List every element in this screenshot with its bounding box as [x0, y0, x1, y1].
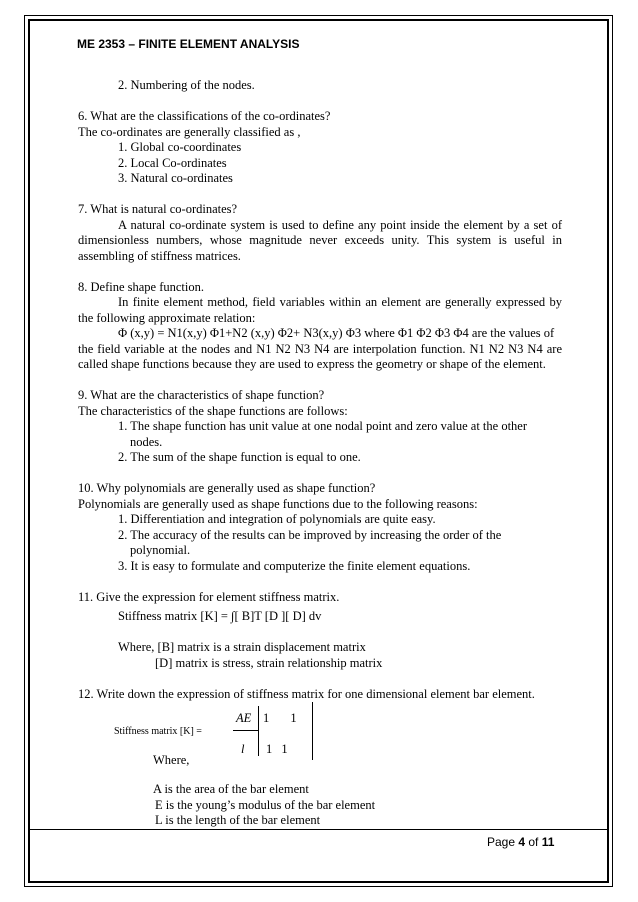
page-current: 4: [518, 835, 526, 849]
stiffness-formula: Stiffness matrix [K] = ∫[ B]T [D ][ D] dv: [118, 609, 322, 623]
footer-divider: [28, 829, 609, 830]
list-item: 1. The shape function has unit value at one nodal point and zero value at the other nodes.: [118, 419, 528, 449]
definition-line: E is the young’s modulus of the bar element: [155, 797, 376, 812]
fraction-bar: [233, 730, 258, 731]
page-number: [487, 835, 554, 849]
text-line: Polynomials are generally used as shape functions due to the following reasons:: [78, 496, 478, 511]
list-item: 3. It is easy to formulate and computerize the finite element equations.: [118, 558, 471, 573]
question-9: 9. What are the characteristics of shape function?: [78, 388, 325, 402]
matrix-row-2: 1 1: [266, 742, 291, 756]
list-item: 1. Differentiation and integration of polynomials are quite easy.: [118, 512, 436, 526]
list-item: 1. Global co-coordinates: [118, 140, 242, 154]
text-line: The co-ordinates are generally classified as ,: [78, 124, 301, 139]
question-8: 8. Define shape function.: [78, 279, 205, 294]
fraction-denominator: l: [241, 742, 245, 756]
page-total: 11: [541, 835, 555, 849]
list-item: 2. The sum of the shape function is equal to one.: [118, 450, 361, 464]
stiffness-matrix-figure: [78, 702, 562, 782]
list-item: 2. Local Co-ordinates: [118, 155, 227, 170]
list-item: 3. Natural co-ordinates: [118, 171, 233, 185]
paragraph: In finite element method, field variables within an element are generally expressed by the following approximate relation:: [78, 295, 562, 325]
question-6: 6. What are the classifications of the co-ordinates?: [78, 109, 331, 123]
paragraph: A natural co-ordinate system is used to define any point inside the element by a set of dimensionless numbers, whose magnitude never exceeds unity. This system is useful in assembling of stiffness matrices.: [78, 217, 562, 263]
fraction-numerator: AE: [236, 711, 252, 725]
matrix-label: Stiffness matrix [K] =: [114, 726, 202, 737]
document-header: ME 2353 – FINITE ELEMENT ANALYSIS: [77, 37, 300, 51]
page-prefix: Page: [487, 835, 519, 849]
definition-line: L is the length of the bar element: [155, 813, 321, 827]
question-12: 12. Write down the expression of stiffness matrix for one dimensional element bar element.: [78, 686, 535, 701]
page-content: [78, 78, 562, 829]
question-7: 7. What is natural co-ordinates?: [78, 202, 238, 216]
text-line: Where, [B] matrix is a strain displacement matrix: [118, 640, 366, 654]
question-10: 10. Why polynomials are generally used as shape function?: [78, 481, 376, 495]
formula-line: Φ (x,y) = N1(x,y) Φ1+N2 (x,y) Φ2+ N3(x,y) Φ3 where Φ1 Φ2 Φ3 Φ4 are the values of: [118, 326, 555, 340]
paragraph: the field variable at the nodes and N1 N2 N3 N4 are interpolation function. N1 N2 N3 N4 are called shape functions because they are used to express the geometry or shape of the element.: [78, 341, 562, 371]
matrix-bracket-left: [258, 706, 259, 756]
definition-line: A is the area of the bar element: [153, 782, 309, 796]
text-line: Where,: [153, 753, 190, 767]
text-line: The characteristics of the shape functions are follows:: [78, 403, 348, 418]
matrix-row-1: 1 1: [263, 711, 306, 725]
question-11: 11. Give the expression for element stiffness matrix.: [78, 589, 340, 604]
page-of: of: [525, 835, 542, 849]
text-line: [D] matrix is stress, strain relationship matrix: [155, 655, 383, 670]
list-item: 2. The accuracy of the results can be improved by increasing the order of the polynomial.: [118, 527, 502, 557]
text-line: 2. Numbering of the nodes.: [118, 78, 255, 92]
matrix-bracket-right: [312, 702, 313, 760]
